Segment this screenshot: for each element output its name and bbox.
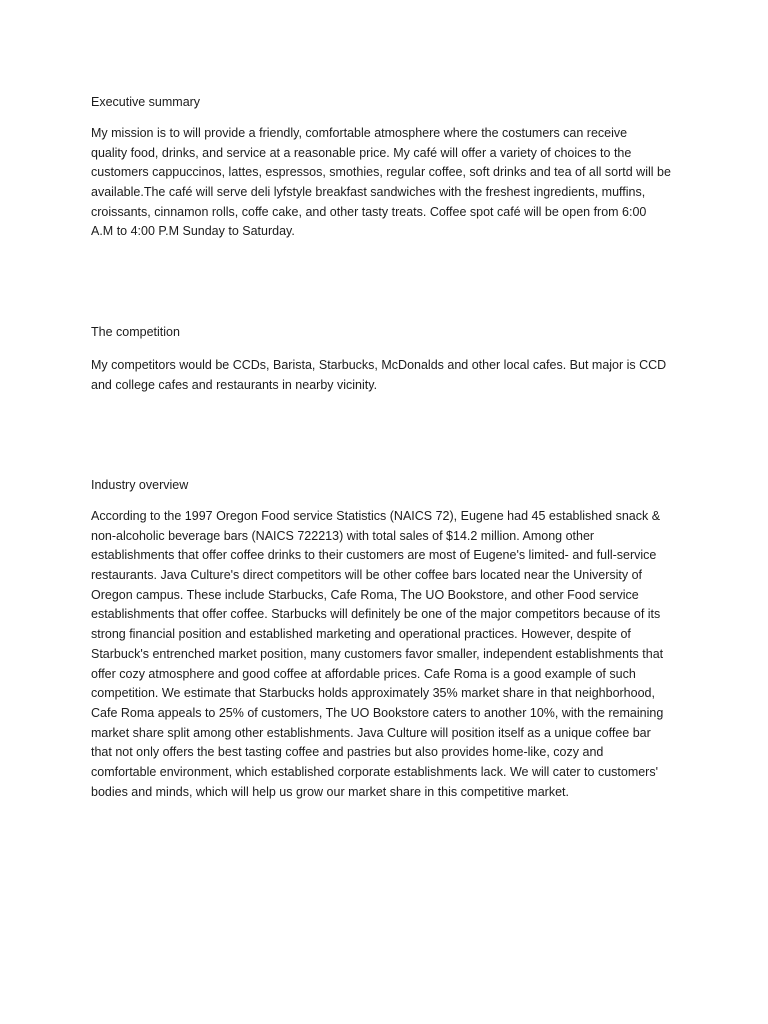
paragraph-line: croissants, cinnamon rolls, coffe cake, and other tasty treats. Coffee spot café will be open from 6:00: [91, 204, 647, 219]
paragraph-line: My mission is to will provide a friendly, comfortable atmosphere where the costumers can receive: [91, 126, 628, 140]
paragraph-line: restaurants. Java Culture's direct competitors will be other coffee bars located near the University of: [91, 568, 643, 583]
section-heading-executive-summary: Executive summary: [91, 95, 201, 109]
paragraph-line: and college cafes and restaurants in nearby vicinity.: [91, 377, 378, 392]
paragraph-line: strong financial position and established marketing and operational practices. However, despite of: [91, 627, 631, 642]
paragraph-line: Oregon campus. These include Starbucks, Cafe Roma, The UO Bookstore, and other Food service: [91, 587, 639, 602]
section-heading-industry-overview: Industry overview: [91, 478, 189, 492]
paragraph-line: market share split among other establishments. Java Culture will position itself as a unique coffee bar: [91, 725, 651, 740]
paragraph-line: A.M to 4:00 P.M Sunday to Saturday.: [91, 224, 295, 239]
paragraph-line: non-alcoholic beverage bars (NAICS 722213) with total sales of $14.2 million. Among other: [91, 528, 595, 543]
paragraph-line: quality food, drinks, and service at a reasonable price. My café will offer a variety of choices to the: [91, 145, 632, 160]
paragraph-line: establishments that offer coffee drinks to their customers are most of Eugene's limited- and full-service: [91, 548, 657, 563]
industry-overview-paragraph: [91, 507, 681, 802]
paragraph-line: available.The café will serve deli lyfstyle breakfast sandwiches with the freshest ingredients, muffins,: [91, 185, 646, 200]
section-heading-competition: The competition: [91, 325, 180, 339]
paragraph-line: that not only offers the best tasting coffee and pastries but also provides home-like, cozy and: [91, 745, 604, 760]
paragraph-line: comfortable environment, which established corporate establishments lack. We will cater to customers': [91, 764, 658, 779]
paragraph-line: Cafe Roma appeals to 25% of customers, The UO Bookstore caters to another 10%, with the remaining: [91, 705, 664, 720]
paragraph-line: Starbuck's entrenched market position, many customers favor smaller, independent establishments that: [91, 646, 664, 661]
paragraph-line: bodies and minds, which will help us grow our market share in this competitive market.: [91, 784, 569, 799]
competition-paragraph: [91, 356, 681, 395]
paragraph-line: establishments that offer coffee. Starbucks will definitely be one of the major competitors because of its: [91, 607, 661, 622]
paragraph-line: competition. We estimate that Starbucks holds approximately 35% market share in that neighborhood,: [91, 686, 655, 701]
paragraph-line: offer cozy atmosphere and good coffee at affordable prices. Cafe Roma is a good example of such: [91, 666, 636, 681]
paragraph-line: According to the 1997 Oregon Food service Statistics (NAICS 72), Eugene had 45 established snack &: [91, 509, 661, 523]
paragraph-line: customers cappuccinos, lattes, espressos, smothies, regular coffee, soft drinks and tea of all sortd will be: [91, 165, 671, 180]
paragraph-line: My competitors would be CCDs, Barista, Starbucks, McDonalds and other local cafes. But major is CCD: [91, 358, 667, 372]
executive-summary-paragraph: [91, 124, 681, 242]
